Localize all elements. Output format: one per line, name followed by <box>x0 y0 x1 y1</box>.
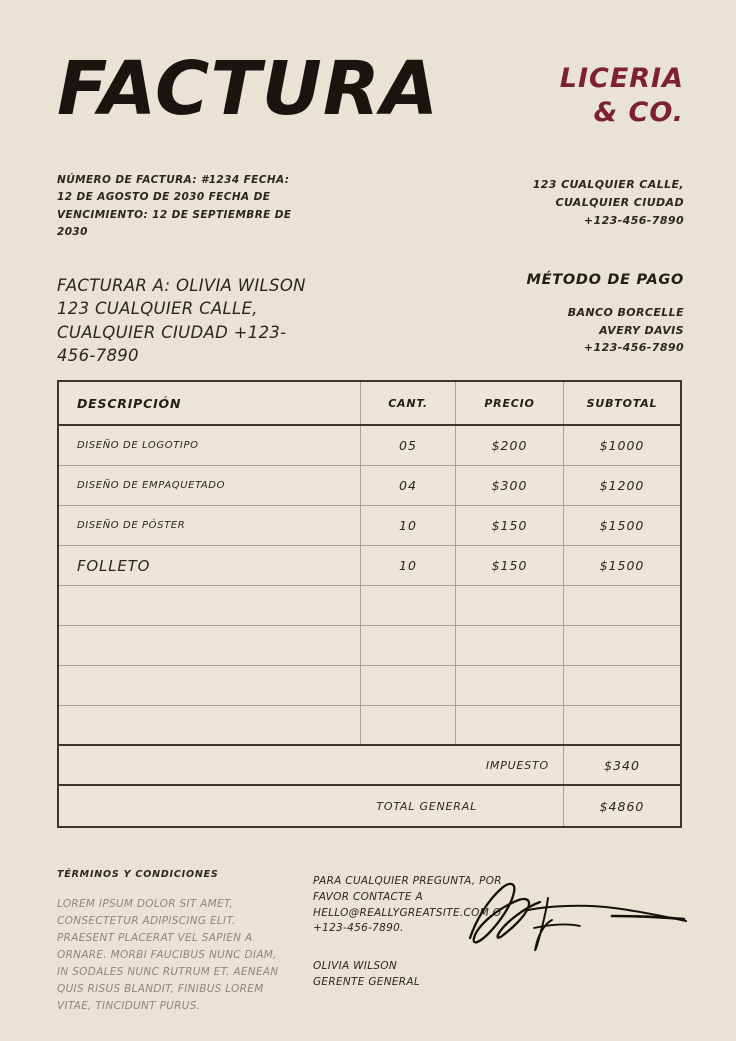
table-row-empty <box>59 626 680 666</box>
table-row-empty <box>59 666 680 706</box>
cell-description: DISEÑO DE LOGOTIPO <box>59 426 361 465</box>
grand-total-row <box>59 786 680 826</box>
signer-role: GERENTE GENERAL <box>313 975 421 988</box>
company-name-line1: LICERIA <box>559 63 684 94</box>
cell-description <box>59 586 361 625</box>
cell-price <box>456 666 564 705</box>
company-phone: +123-456-7890 <box>583 213 684 227</box>
cell-subtotal <box>564 626 680 665</box>
cell-quantity: 10 <box>361 506 456 545</box>
table-row <box>59 546 680 586</box>
cell-subtotal: $1500 <box>599 518 645 533</box>
column-header-subtotal: SUBTOTAL <box>586 396 658 410</box>
cell-subtotal <box>564 666 680 705</box>
cell-price <box>456 626 564 665</box>
terms-body: LOREM IPSUM DOLOR SIT AMET, CONSECTETUR ADIPISCING ELIT. PRAESENT PLACERAT VEL SAPIEN A ORNARE. MORBI FAUCIBUS NUNC DIAM, IN SODALES NUNC RUTRUM ET. AENEAN QUIS RISUS BLANDIT, FINIBUS LOREM VITAE, TINCIDUNT PURUS. <box>57 898 279 1012</box>
invoice-header <box>57 46 684 162</box>
cell-price: $300 <box>456 466 564 505</box>
cell-subtotal: $1000 <box>599 438 645 453</box>
grand-total-value: $4860 <box>599 798 645 814</box>
company-name-line2: & CO. <box>593 96 684 128</box>
column-header-description: DESCRIPCIÓN <box>59 382 361 424</box>
tax-value: $340 <box>604 757 640 773</box>
line-items-table <box>57 380 682 828</box>
cell-price: $150 <box>456 546 564 585</box>
table-row <box>59 466 680 506</box>
terms-title: TÉRMINOS Y CONDICIONES <box>57 869 219 880</box>
cell-price <box>456 586 564 625</box>
cell-subtotal <box>564 706 680 744</box>
cell-subtotal: $1200 <box>599 478 645 493</box>
payment-phone: +123-456-7890 <box>583 341 684 355</box>
cell-quantity: 05 <box>361 426 456 465</box>
payment-account-name: AVERY DAVIS <box>599 323 684 337</box>
grand-total-label: TOTAL GENERAL <box>59 786 564 826</box>
cell-description <box>59 666 361 705</box>
cell-price <box>456 706 564 744</box>
cell-quantity <box>361 706 456 744</box>
cell-quantity <box>361 626 456 665</box>
company-address-line2: CUALQUIER CIUDAD <box>555 195 684 209</box>
bill-to-block: FACTURAR A: OLIVIA WILSON 123 CUALQUIER CALLE, CUALQUIER CIUDAD +123-456-7890 <box>57 276 306 366</box>
tax-row <box>59 746 680 786</box>
cell-subtotal <box>564 586 680 625</box>
signer-name: OLIVIA WILSON <box>313 960 398 972</box>
signature-image <box>462 876 692 966</box>
table-row-empty <box>59 706 680 746</box>
cell-description <box>59 626 361 665</box>
table-row-empty <box>59 586 680 626</box>
cell-subtotal: $1500 <box>599 558 645 573</box>
company-address-line1: 123 CUALQUIER CALLE, <box>532 178 684 191</box>
table-row <box>59 426 680 466</box>
invoice-meta: NÚMERO DE FACTURA: #1234 FECHA: 12 DE AGOSTO DE 2030 FECHA DE VENCIMIENTO: 12 DE SEPTIEMBRE DE 2030 <box>57 174 292 238</box>
cell-description: DISEÑO DE PÓSTER <box>59 506 361 545</box>
cell-quantity <box>361 666 456 705</box>
column-header-quantity: CANT. <box>361 382 456 424</box>
payment-method-title: MÉTODO DE PAGO <box>526 272 684 288</box>
cell-price: $150 <box>456 506 564 545</box>
contact-text: PARA CUALQUIER PREGUNTA, POR FAVOR CONTACTE A HELLO@REALLYGREATSITE.COM O +123-456-7890. <box>313 875 502 935</box>
tax-label: IMPUESTO <box>59 746 564 784</box>
cell-quantity <box>361 586 456 625</box>
payment-bank: BANCO BORCELLE <box>567 306 684 319</box>
cell-quantity: 04 <box>361 466 456 505</box>
cell-price: $200 <box>456 426 564 465</box>
table-row <box>59 506 680 546</box>
terms-block <box>57 869 289 1015</box>
page-title: FACTURA <box>57 46 440 132</box>
company-address <box>434 176 684 229</box>
column-header-price: PRECIO <box>456 382 564 424</box>
cell-description <box>59 706 361 744</box>
table-header-row <box>59 382 680 426</box>
payment-details <box>434 304 684 357</box>
cell-quantity: 10 <box>361 546 456 585</box>
company-logo <box>560 62 684 130</box>
cell-description: FOLLETO <box>59 546 361 585</box>
cell-description: DISEÑO DE EMPAQUETADO <box>59 466 361 505</box>
payment-method-block <box>434 272 684 357</box>
